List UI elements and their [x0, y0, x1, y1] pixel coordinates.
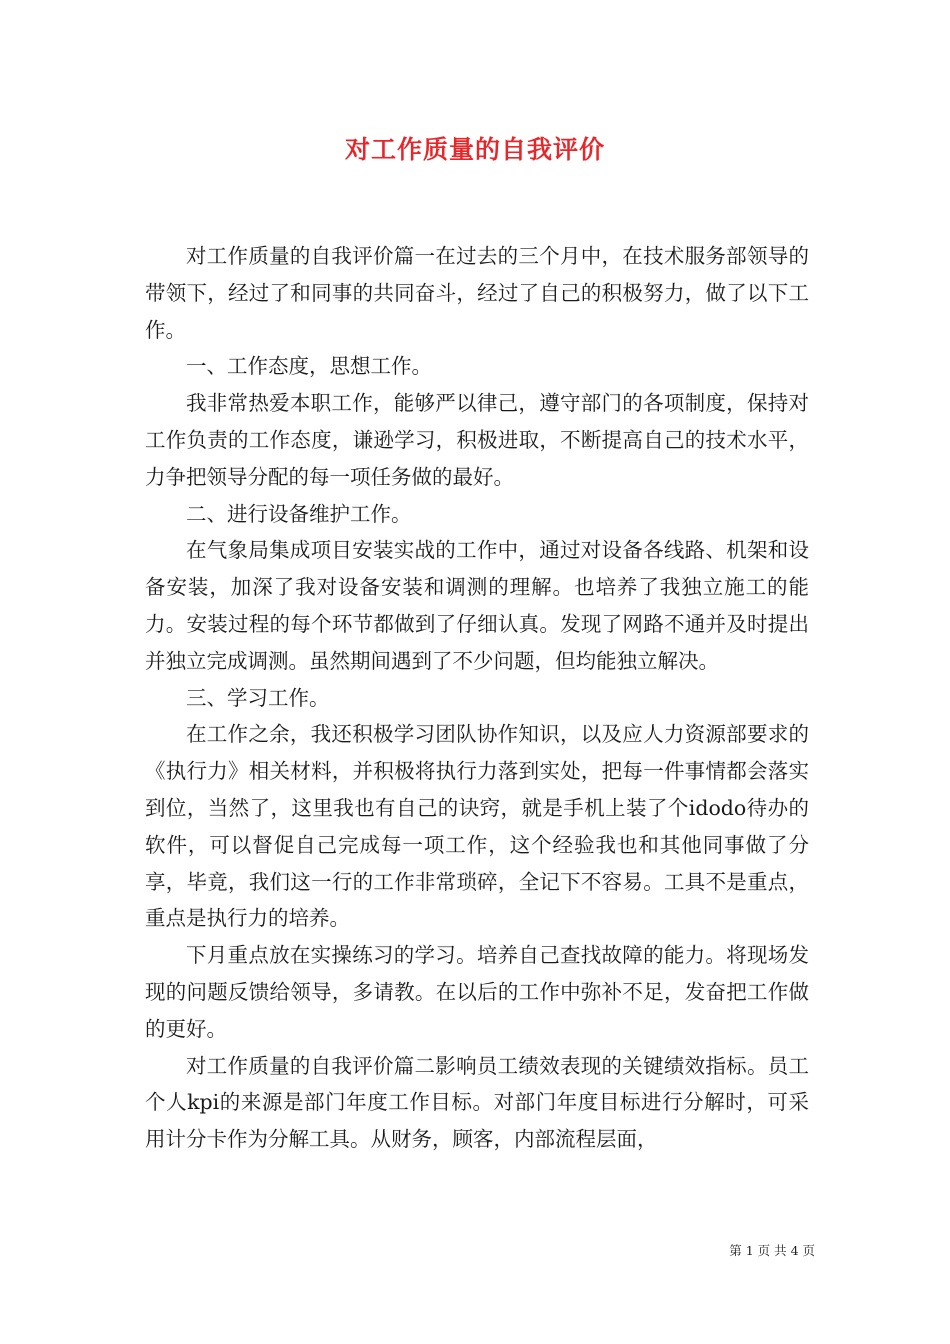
section-heading-3: 三、学习工作。 [186, 685, 330, 710]
page-number: 第 1 页 共 4 页 [729, 1243, 815, 1258]
section-heading-1: 一、工作态度，思想工作。 [186, 354, 432, 379]
paragraph-maintenance: 在气象局集成项目安装实战的工作中，通过对设备各线路、机架和设备安装，加深了我对设备安装和调测的理解。也培养了我独立施工的能力。安装过程的每个环节都做到了仔细认真。发现了网路不通并及时提出并独立完成调测。虽然期间遇到了不少问题，但均能独立解决。 [145, 538, 809, 673]
paragraph-part-two: 对工作质量的自我评价篇二影响员工绩效表现的关键绩效指标。员工个人kpi的来源是部门年度工作目标。对部门年度目标进行分解时，可采用计分卡作为分解工具。从财务，顾客，内部流程层面， [145, 1053, 809, 1152]
section-heading-2: 二、进行设备维护工作。 [186, 501, 412, 526]
page-title: 对工作质量的自我评价 [344, 135, 605, 164]
paragraph-next-month: 下月重点放在实操练习的学习。培养自己查找故障的能力。将现场发现的问题反馈给领导，多请教。在以后的工作中弥补不足，发奋把工作做的更好。 [145, 943, 809, 1041]
document-body [145, 238, 809, 1158]
paragraph-intro: 对工作质量的自我评价篇一在过去的三个月中，在技术服务部领导的带领下，经过了和同事的共同奋斗，经过了自己的积极努力，做了以下工作。 [145, 244, 809, 342]
paragraph-study: 在工作之余，我还积极学习团队协作知识，以及应人力资源部要求的《执行力》相关材料，并积极将执行力落到实处，把每一件事情都会落实到位，当然了，这里我也有自己的诀窍，就是手机上装了个idodo待办的软件，可以督促自己完成每一项工作，这个经验我也和其他同事做了分享，毕竟，我们这一行的工作非常琐碎，全记下不容易。工具不是重点，重点是执行力的培养。 [145, 722, 809, 931]
paragraph-attitude: 我非常热爱本职工作，能够严以律己，遵守部门的各项制度，保持对工作负责的工作态度，谦逊学习，积极进取，不断提高自己的技术水平，力争把领导分配的每一项任务做的最好。 [145, 391, 809, 489]
